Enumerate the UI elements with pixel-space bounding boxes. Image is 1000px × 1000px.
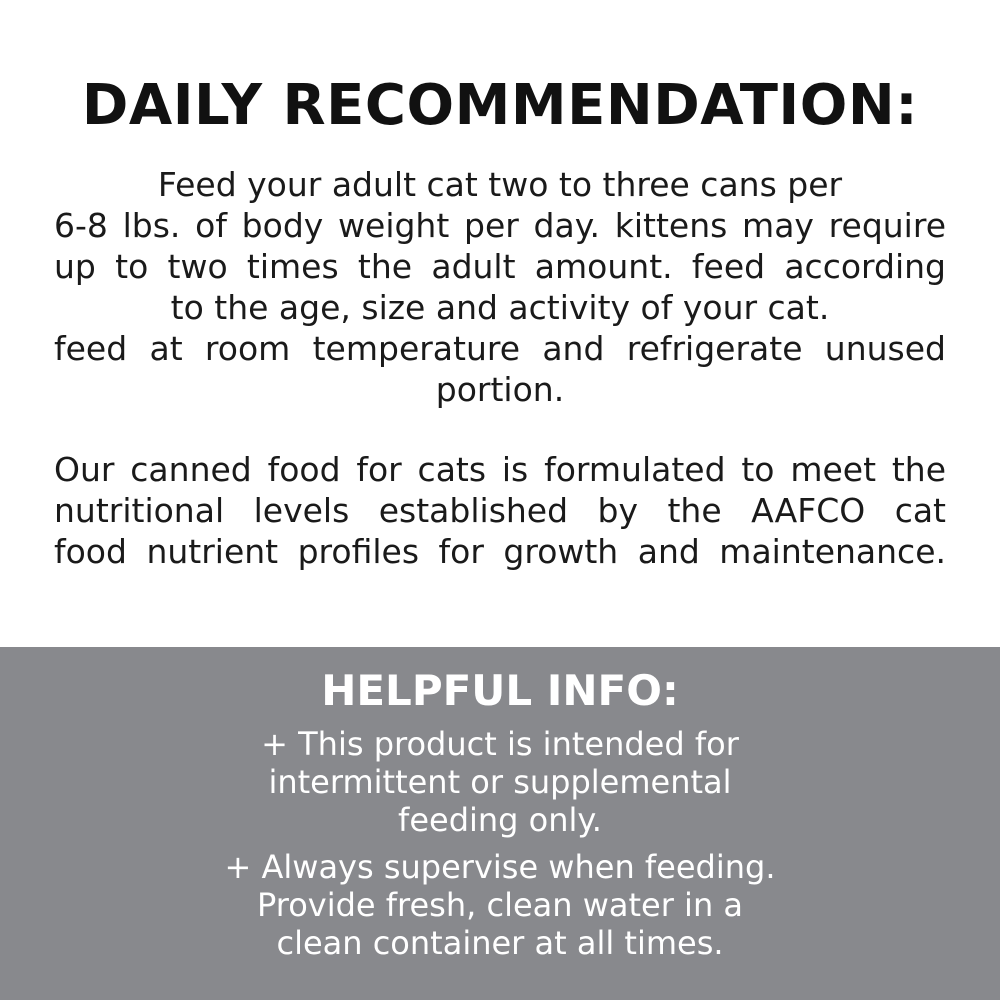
daily-recommendation-title: DAILY RECOMMENDATION: [81,73,919,138]
feeding-line: to the age, size and activity of your cat. [170,288,830,327]
aafco-line: Our canned food for cats is formulated to meet the [54,450,946,489]
feeding-line: Feed your adult cat two to three cans per [157,165,843,204]
aafco-statement-paragraph [0,449,1000,572]
helpful-line: + This product is intended for [261,725,739,763]
helpful-line: clean container at all times. [276,924,724,962]
feeding-line: feed at room temperature and refrigerate unused [54,329,946,368]
aafco-line: nutritional levels established by the AAFCO cat [54,491,946,530]
feeding-line: 6-8 lbs. of body weight per day. kittens may require [54,206,946,245]
helpful-line: feeding only. [398,801,602,839]
helpful-line: + Always supervise when feeding. [224,848,776,886]
helpful-info-title: HELPFUL INFO: [321,666,679,715]
aafco-line: food nutrient profiles for growth and maintenance. [54,532,946,571]
helpful-info-item-supplemental [0,725,1000,839]
helpful-line: intermittent or supplemental [268,763,732,801]
feeding-instructions-paragraph [0,164,1000,410]
helpful-line: Provide fresh, clean water in a [257,886,743,924]
feeding-line: up to two times the adult amount. feed according [54,247,946,286]
helpful-info-item-supervise [0,848,1000,962]
feeding-line: portion. [435,370,565,409]
